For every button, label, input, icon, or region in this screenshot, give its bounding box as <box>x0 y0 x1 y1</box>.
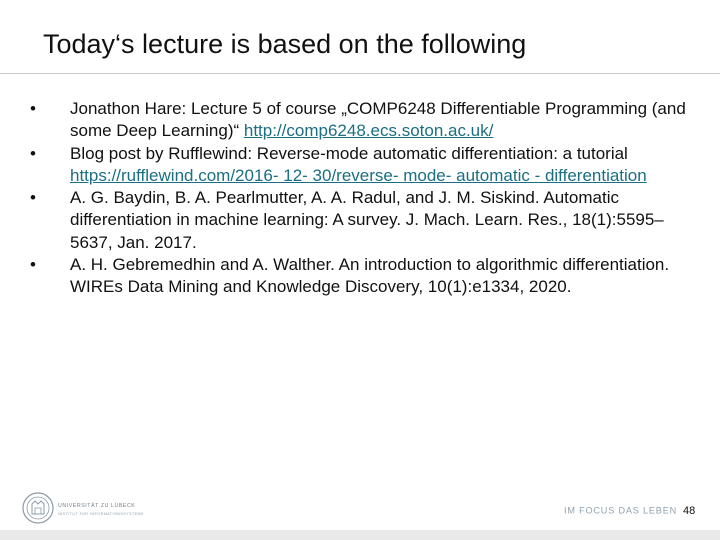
list-item <box>28 143 688 188</box>
reference-link[interactable]: http://comp6248.ecs.soton.ac.uk/ <box>243 121 494 141</box>
seal-icon <box>23 493 53 523</box>
title-divider <box>0 73 720 74</box>
slide-title: Today‘s lecture is based on the following <box>43 29 527 59</box>
bullet-icon: • <box>30 188 36 208</box>
reference-link[interactable]: https://rufflewind.com/2016- 12- 30/reverse- mode- automatic - differentiation <box>70 165 647 185</box>
institute-name: INSTITUT FÜR INFORMATIONSSYSTEME <box>58 512 144 516</box>
reference-text: A. H. Gebremedhin and A. Walther. An introduction to algorithmic differentiation. WIREs Data Mining and Knowledge Discovery, 10(1):e1334, 2020. <box>70 255 670 297</box>
list-item <box>28 254 688 299</box>
university-logo <box>20 488 160 528</box>
reference-text: A. G. Baydin, B. A. Pearlmutter, A. A. Radul, and J. M. Siskind. Automatic differentiation in machine learning: A survey. J. Mach. Learn. Res., 18(1):5595–5637, Jan. 2017. <box>70 188 664 252</box>
slogan-text: IM FOCUS DAS LEBEN <box>564 505 677 515</box>
list-item <box>28 98 688 143</box>
page-number: 48 <box>683 505 696 517</box>
university-name: UNIVERSITÄT ZU LÜBECK <box>58 503 136 509</box>
reference-text: Blog post by Rufflewind: Reverse-mode automatic differentiation: a tutorial <box>70 143 628 163</box>
footer-bar <box>0 530 720 540</box>
reference-text: Jonathon Hare: Lecture 5 of course „COMP6248 Differentiable Programming (and some Deep Learning)“ <box>70 99 686 141</box>
bullet-icon: • <box>30 99 36 118</box>
reference-list <box>28 98 688 299</box>
slogan <box>564 505 679 515</box>
bullet-icon: • <box>30 143 36 163</box>
bullet-icon: • <box>30 255 36 275</box>
list-item <box>28 187 688 254</box>
